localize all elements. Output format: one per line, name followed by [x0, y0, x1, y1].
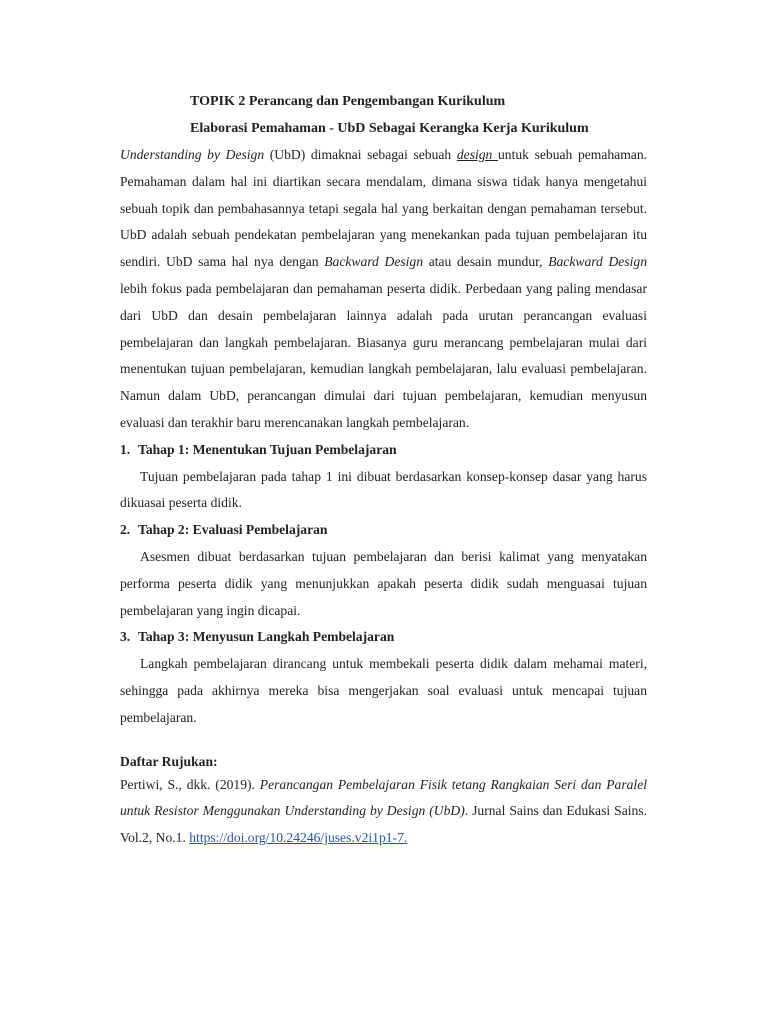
backward-design-term: Backward Design	[548, 254, 647, 270]
reference-title: Perancangan Pembelajaran Fisik tetang Rangkaian Seri dan Paralel untuk Resistor Menggunakan Understanding by Design (UbD)	[120, 776, 647, 819]
document-body	[120, 142, 647, 852]
stage-2-title: 2. Tahap 2: Evaluasi Pembelajaran	[120, 522, 328, 538]
stage-3-text: Langkah pembelajaran dirancang untuk membekali peserta didik dalam mehamai materi, sehingga pada akhirnya mereka bisa mengerjakan soal evaluasi untuk mencapai tujuan pembelajaran.	[120, 656, 647, 725]
stage-2-text: Asesmen dibuat berdasarkan tujuan pembelajaran dan berisi kalimat yang menyatakan performa peserta didik yang menunjukkan apakah peserta didik sudah menguasai tujuan pembelajaran yang ingin dicapai.	[120, 548, 647, 618]
stage-3-title: 3. Tahap 3: Menyusun Langkah Pembelajaran	[120, 629, 395, 645]
reference-entry: Pertiwi, S., dkk. (2019). Perancangan Pembelajaran Fisik tetang Rangkaian Seri dan Paralel untuk Resistor Menggunakan Understanding by Design (UbD). Jurnal Sains dan Edukasi Sains. Vol.2, No.1. https://doi.org/10.24246/juses.v2i1p1-7.	[120, 776, 647, 846]
ubd-term: Understanding by Design	[120, 147, 265, 162]
intro-paragraph: Understanding by Design (UbD) dimaknai sebagai sebuah design untuk sebuah pemahaman. Pemahaman dalam hal ini diartikan secara mendalam, dimana siswa tidak hanya mengetahui sebuah topik dan pembahasannya tetapi segala hal yang berkaitan dengan pemahaman tersebut. UbD adalah sebuah pendekatan pembelajaran yang menekankan pada tujuan pembelajaran itu sendiri. UbD sama hal nya dengan Backward Design atau desain mundur, Backward Design lebih fokus pada pembelajaran dan pemahaman peserta didik. Perbedaan yang paling mendasar dari UbD dan desain pembelajaran lainnya adalah pada urutan perancangan evaluasi pembelajaran dan langkah pembelajaran. Biasanya guru merancang pembelajaran mulai dari menentukan tujuan pembelajaran, kemudian langkah pembelajaran, lalu evaluasi pembelajaran. Namun dalam UbD, perancangan dimulai dari tujuan pembelajaran, kemudian menyusun evaluasi dan terakhir baru merencanakan langkah pembelajaran.	[120, 147, 648, 430]
stage-1-title: 1. Tahap 1: Menentukan Tujuan Pembelajaran	[120, 441, 397, 457]
design-word: design	[456, 147, 498, 162]
references-title: Daftar Rujukan:	[120, 753, 218, 769]
doi-link[interactable]: https://doi.org/10.24246/juses.v2i1p1-7.	[189, 830, 408, 846]
topic-heading: TOPIK 2 Perancang dan Pengembangan Kurikulum	[190, 94, 506, 109]
stage-1-text: Tujuan pembelajaran pada tahap 1 ini dibuat berdasarkan konsep-konsep dasar yang harus dikuasai peserta didik.	[120, 468, 647, 511]
section-heading: Elaborasi Pemahaman - UbD Sebagai Kerangka Kerja Kurikulum	[190, 121, 589, 136]
backward-design-term: Backward Design	[324, 254, 424, 270]
